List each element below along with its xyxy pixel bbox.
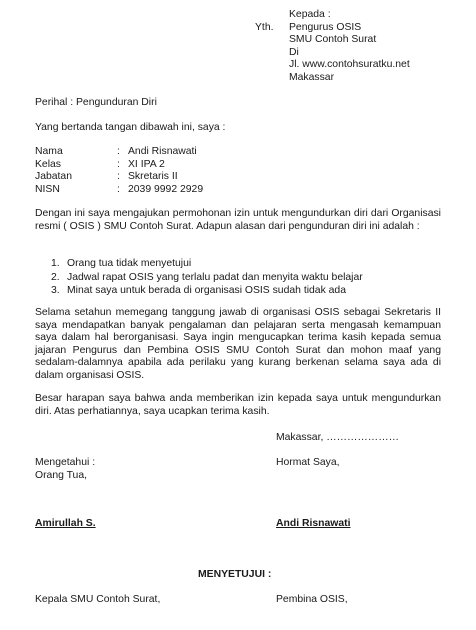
identity-colon: :	[117, 158, 120, 170]
identity-row	[35, 171, 335, 184]
list-item-number: 3.	[51, 285, 60, 297]
approver-left: Kepala SMU Contoh Surat,	[35, 594, 161, 605]
left-sign-name: Amirullah S.	[35, 518, 96, 529]
approval-heading: MENYETUJUI :	[198, 569, 272, 580]
opening-line: Yang bertanda tangan dibawah ini, saya :	[35, 122, 226, 133]
left-sign-role: Orang Tua,	[35, 470, 87, 481]
list-item-number: 2.	[51, 271, 60, 283]
recipient-line: Di	[289, 46, 299, 58]
identity-row	[35, 184, 335, 197]
list-item-number: 1.	[51, 258, 60, 269]
recipient-line: Jl. www.contohsuratku.net	[289, 59, 410, 71]
recipient-line: Pengurus OSIS	[289, 21, 362, 33]
recipient-to-label: Kepada :	[289, 9, 331, 20]
identity-label: NISN	[35, 183, 60, 195]
intro-paragraph: Dengan ini saya mengajukan permohonan izin untuk mengundurkan diri dari Organisasi resmi ( OSIS ) SMU Contoh Surat. Adapun alasan dari pengunduran diri ini adalah :	[35, 208, 441, 232]
subject-line: Perihal : Pengunduran Diri	[35, 97, 157, 108]
approver-right: Pembina OSIS,	[276, 594, 348, 605]
identity-label: Kelas	[35, 158, 61, 170]
identity-row	[35, 146, 335, 159]
identity-label: Jabatan	[35, 171, 72, 183]
place-date: Makassar, …………………	[276, 432, 399, 443]
list-item-text: Jadwal rapat OSIS yang terlalu padat dan menyita waktu belajar	[67, 271, 363, 283]
identity-colon: :	[117, 146, 120, 157]
list-item-text: Orang tua tidak menyetujui	[67, 258, 192, 269]
closing-paragraph: Besar harapan saya bahwa anda memberikan izin kepada saya untuk mengundurkan diri. Atas perhatiannya, saya ucapkan terima kasih.	[35, 393, 441, 417]
identity-row	[35, 159, 335, 172]
identity-colon: :	[117, 183, 120, 195]
identity-value: 2039 9992 2929	[128, 183, 204, 195]
identity-value: Andi Risnawati	[128, 146, 197, 157]
identity-label: Nama	[35, 146, 63, 157]
identity-value: XI IPA 2	[128, 158, 165, 170]
left-sign-label: Mengetahui :	[35, 457, 96, 468]
body-paragraph: Selama setahun memegang tanggung jawab di organisasi OSIS sebagai Sekretaris II saya mendapatkan banyak pengalaman dan pelajaran serta mengasah kemampuan saya dalam hal berorganisasi. Saya ingin mengucapkan terima kasih kepada semua jajaran Pengurus dan Pembina OSIS SMU Contoh Surat dan mohon maaf yang sedalam-dalamnya apabila ada perilaku yang kurang berkenan selama saya ada di dalam organisasi OSIS.	[35, 307, 441, 381]
right-sign-label: Hormat Saya,	[276, 457, 340, 468]
right-sign-name: Andi Risnawati	[276, 518, 351, 529]
identity-block	[35, 146, 335, 196]
list-item-text: Minat saya untuk berada di organisasi OSIS sudah tidak ada	[67, 285, 346, 297]
identity-colon: :	[117, 171, 120, 183]
recipient-line: SMU Contoh Surat	[289, 34, 377, 46]
recipient-yth: Yth.	[255, 21, 274, 33]
identity-value: Skretaris II	[128, 171, 178, 183]
recipient-line: Makassar	[289, 71, 335, 83]
recipient-block	[289, 9, 410, 85]
